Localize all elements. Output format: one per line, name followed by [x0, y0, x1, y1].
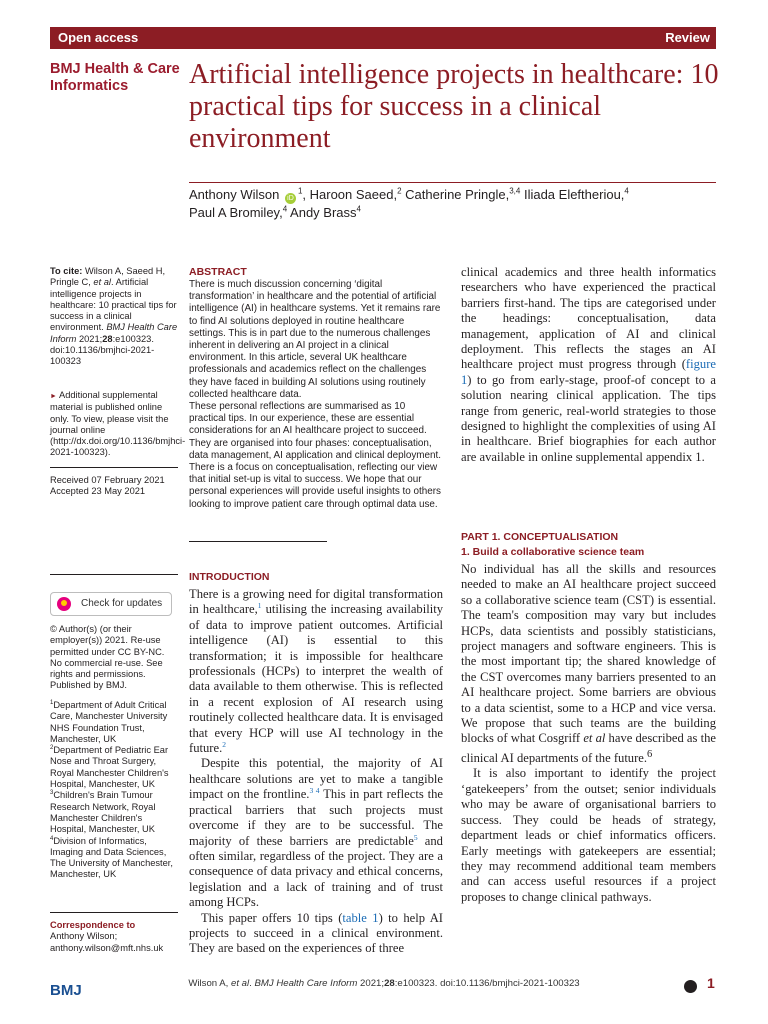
correspondence-heading: Correspondence to — [50, 920, 136, 930]
page-number: 1 — [707, 975, 715, 991]
text-run: ) to go from early-stage, proof-of concept to a solution nearing clinical application. The tips range from generic, real-world strategies to those designed to highlight the complexities of using AI in healthcare. Brief biographies for each author are available in online supplemental appendix 1. — [461, 372, 716, 464]
affil-text: Division of Informatics, Imaging and Data Sciences, The University of Manchester, Manchester, UK — [50, 835, 173, 880]
header-bar — [50, 27, 716, 49]
footer-citation — [0, 978, 768, 989]
reference-link[interactable]: 2 — [222, 739, 226, 749]
sidebar-divider — [50, 574, 178, 575]
sidebar-divider — [50, 912, 178, 913]
title-divider — [189, 182, 716, 183]
figure-link[interactable]: figure 1 — [461, 357, 716, 387]
author-affil-sup: 4 — [282, 204, 288, 214]
affiliation-item — [50, 700, 178, 745]
abstract-paragraph: These personal reflections are summarised as 10 practical tips. In our experience, these are essential considerations for an AI healthcare project to succeed. They are organised into four phases: conceptualisation, data management, AI application and clinical deployment. There is a focus on conceptualisation, reflecting our view that initial set-up is vital to success. We hope that our personal experiences will provide useful insights to others looking to improve patient care through optimal data use. — [189, 401, 441, 510]
text-run: There is a growing need for digital transformation in healthcare, — [189, 587, 443, 617]
body-paragraph — [189, 911, 443, 957]
affil-number: 4 — [50, 835, 54, 842]
author-affil-sup: 3,4 — [509, 186, 521, 196]
author-list — [189, 186, 716, 221]
triangle-bullet-icon: ► — [50, 393, 57, 400]
affil-text: Department of Pediatric Ear Nose and Throat Surgery, Royal Manchester Children's Hospital, Manchester, UK — [50, 745, 169, 790]
article-title: Artificial intelligence projects in healthcare: 10 practical tips for success in a clinical environment — [189, 59, 719, 154]
copyright-notice: © Author(s) (or their employer(s)) 2021. Re-use permitted under CC BY-NC. No commercial re-use. See rights and permissions. Published by BMJ. — [50, 624, 165, 691]
reference-link[interactable]: 1 — [257, 601, 262, 611]
author-affil-sup: 4 — [624, 186, 629, 196]
abstract-heading: ABSTRACT — [189, 266, 247, 278]
text-run: No individual has all the skills and resources needed to make an AI healthcare project succeed so a collaborative science team (CST) is essential. The team's composition may vary but includes HCPs, data scientists and possibly statisticians, project managers and software engineers. This is the most important tip; the shared knowledge of the CST overcomes many barriers presented to an AI healthcare project. Some barriers are obvious to a data scientist, some to a HCP and vice versa. We propose that such teams are the building blocks of what Cosgriff — [461, 562, 716, 746]
text-run: et al — [230, 978, 250, 989]
text-run: and often similar, regardless of the project. They are a consequence of data privacy and ethical concerns, legislation and a lack of training and of trust among HCPs. — [189, 833, 443, 910]
supplemental-text[interactable]: Additional supplemental material is published online only. To view, please visit the journal online (http://dx.doi.org/10.1136/bmjhci-2021-100323). — [50, 390, 186, 458]
text-run: 28 — [384, 978, 395, 989]
open-access-icon — [684, 980, 697, 993]
cite-etal: et al — [93, 277, 111, 288]
cite-volume: 28 — [102, 333, 113, 344]
bmj-logo: BMJ — [50, 982, 82, 999]
author-affil-sup: 2 — [397, 186, 402, 196]
abstract-body — [189, 279, 443, 511]
citation-block — [50, 266, 178, 368]
affiliation-item — [50, 836, 178, 881]
cite-label: To cite: — [50, 266, 83, 276]
open-access-label: Open access — [58, 30, 139, 45]
received-date: Received 07 February 2021 — [50, 475, 165, 485]
correspondence-email[interactable]: anthony.wilson@mft.nhs.uk — [50, 942, 164, 953]
correspondence-name: Anthony Wilson; — [50, 931, 118, 942]
text-run: et al — [583, 731, 606, 746]
correspondence-block — [50, 920, 178, 954]
text-run: BMJ Health Care Inform — [254, 978, 358, 989]
text-run: ) to help AI projects to succeed in a clinical environment. They are based on the experiences of three — [189, 910, 443, 956]
body-paragraph: It is also important to identify the project ‘gatekeepers’ from the outset; senior individuals who may be aware of organisational barriers to success. They could be heads of strategy, department leads or chief informatics officers. Early meetings with gatekeepers are essential; they may recommend additional team members and can access useful resources if a project proposes to change clinical pathways. — [461, 766, 716, 904]
text-run: Wilson A, — [188, 978, 231, 989]
author-name: Paul A Bromiley, — [189, 205, 283, 220]
section-body — [461, 562, 716, 905]
check-updates-label: Check for updates — [81, 598, 163, 609]
body-paragraph — [189, 756, 443, 910]
author-name: Iliada Eleftheriou, — [520, 187, 625, 202]
subsection-heading: 1. Build a collaborative science team — [461, 546, 645, 558]
check-for-updates-button[interactable] — [50, 592, 172, 616]
table-link[interactable]: table 1 — [342, 910, 379, 925]
crossmark-icon — [57, 597, 71, 611]
cite-text: . Artificial intelligence projects in healthcare: 10 practical tips for success in a clinical environment. — [50, 277, 177, 333]
text-run: This paper offers 10 tips ( — [201, 910, 343, 925]
text-run: clinical academics and three health informatics researchers who have experienced the practical barriers first-hand. The tips are categorised under the headings: conceptualisation, data management, application of AI and clinical deployment. This reflects the stages an AI healthcare project must progress through ( — [461, 265, 716, 372]
author-affil-sup: 4 — [356, 204, 361, 214]
author-name: , Haroon Saeed, — [302, 187, 398, 202]
author-name: Andy Brass — [287, 205, 357, 220]
text-run: . — [249, 978, 255, 989]
body-paragraph — [461, 562, 716, 766]
author-name: Anthony Wilson — [189, 187, 280, 202]
continued-paragraph — [461, 265, 716, 465]
accepted-date: Accepted 23 May 2021 — [50, 486, 146, 497]
journal-name: BMJ Health & Care Informatics — [50, 61, 180, 94]
cite-journal: BMJ Health Care Inform — [50, 322, 178, 344]
introduction-body — [189, 587, 443, 957]
article-type-label: Review — [665, 30, 710, 45]
introduction-heading: INTRODUCTION — [189, 571, 270, 583]
text-run: Despite this potential, the majority of AI healthcare solutions are yet to make a tangible impact on the frontline. — [189, 756, 443, 802]
abstract-paragraph: There is much discussion concerning ‘digital transformation’ in healthcare and the potential of artificial intelligence (AI) in healthcare systems. Yet it remains rare to find AI solutions deployed in routine healthcare settings. This is in part due to the numerous challenges inherent in delivering an AI project in a clinical environment. In this article, several UK healthcare professionals and academics reflect on the challenges they have faced in building AI solutions using routinely collected healthcare data. — [189, 279, 441, 400]
reference-link[interactable]: 6 — [647, 748, 653, 760]
author-affil-sup: 1 — [297, 186, 303, 196]
cite-text: Wilson A, Saeed H, Pringle C, — [50, 266, 166, 288]
reference-link[interactable]: 3 4 — [309, 786, 320, 796]
sidebar-divider — [50, 467, 178, 468]
supplemental-note — [50, 390, 186, 459]
section-heading: PART 1. CONCEPTUALISATION — [461, 531, 619, 543]
affiliation-item — [50, 745, 178, 790]
body-paragraph — [189, 587, 443, 756]
affil-text: Children's Brain Tumour Research Network, Royal Manchester Children's Hospital, Manchester, UK — [50, 790, 156, 835]
affil-number: 1 — [50, 699, 54, 706]
affiliation-item — [50, 790, 178, 835]
author-name: Catherine Pringle, — [401, 187, 510, 202]
text-run: This in part reflects the practical barriers that such projects must overcome if they are to be successful. The majority of these barriers are predictable — [189, 787, 443, 848]
cite-doi[interactable]: :e100323. doi:10.1136/bmjhci-2021-100323 — [50, 333, 155, 367]
affil-text: Department of Adult Critical Care, Manchester University NHS Foundation Trust, Manchester, UK — [50, 700, 168, 744]
text-run: :e100323. doi:10.1136/bmjhci-2021-100323 — [394, 978, 580, 989]
text-run: utilising the increasing availability of data to improve patient outcomes. Artificial intelligence (AI) is essential to this transformation; it is impossible for healthcare professionals (HCPs) to interpret the wealth of data available to them otherwise. This is reflected in a recent explosion of AI research using routinely collected healthcare data. It is envisaged that every HCP will use AI technology in the future. — [189, 602, 444, 756]
cite-text: 2021; — [76, 333, 103, 344]
dates-block — [50, 475, 178, 498]
text-run: 2021; — [357, 978, 385, 989]
reference-link[interactable]: 5 — [413, 832, 418, 842]
orcid-icon[interactable]: iD — [285, 193, 296, 204]
affil-number: 3 — [50, 790, 54, 797]
text-run: have described as the clinical AI departments of the future. — [461, 731, 716, 766]
affiliations-list — [50, 700, 178, 881]
abstract-divider — [189, 541, 327, 542]
affil-number: 2 — [50, 745, 54, 752]
